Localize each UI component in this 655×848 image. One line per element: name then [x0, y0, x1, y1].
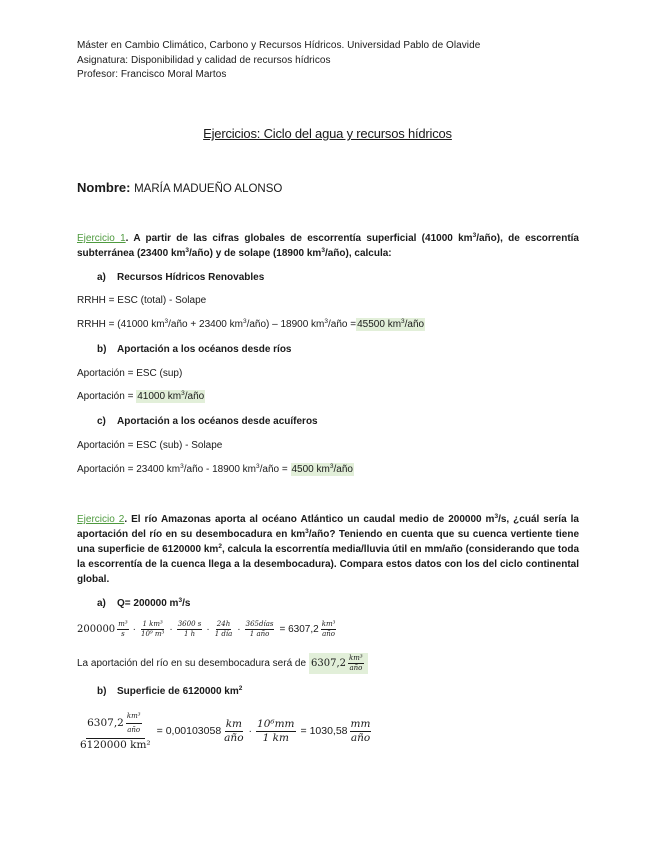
exercise-2-a-heading: a) Q= 200000 $m^3/s$ [97, 597, 191, 609]
exercise-1-statement: Ejercicio 1. A partir de las cifras globales de escorrentía superficial (41000 $km^3/año$), de escorrentía subterránea (23400 $km^3/año$) y de solape (18900 $km^3/año$), calcula: [77, 232, 579, 259]
name-value: MARÍA MADUEÑO ALONSO [134, 183, 283, 195]
fraction: $\frac{\text{km³}}{\text{año}}$ [321, 620, 336, 638]
exercise-2-b-calc: 6307,2 $\frac{\text{km³}}{\text{año}}$ 6120000 km² = 0,00103058 $\frac{km}{\text{año}}$ · $\frac{\text{10⁶mm}}{1 km}$ = 1030,58 $\frac{mm}{\text{año}}$ [80, 712, 371, 751]
exercise-1-b-formula: Aportación = ESC (sup) [77, 368, 183, 379]
fraction: 6307,2 $\frac{\text{km³}}{\text{año}}$ 6120000 km² [80, 712, 151, 751]
header-line-2: Asignatura: Disponibilidad y calidad de recursos hídricos [77, 55, 331, 66]
student-name [77, 180, 282, 195]
exercise-2-a-calc: 200000 $\frac{\text{m³}}{s}$ · $\frac{\text{1 km³}}{\text{10⁹ m³}}$ · $\frac{3600 s}{1 h}$ · $\frac{24h}{\text{1 día}}$ · $\frac{\text{365días}}{\text{1 año}}$ = 6307,2 $\frac{\text{km³}}{\text{año}}$ [77, 620, 336, 638]
name-label: Nombre: [77, 180, 131, 195]
exercise-1-a-result: 45500 $km^3$/año [357, 318, 425, 330]
exercise-2-b-heading: b) Superficie de 6120000 $km^2$ [97, 685, 243, 697]
fraction: $\frac{\text{m³}}{s}$ [118, 620, 128, 638]
exercise-1-b-result: 41000 $km^3$/año [137, 390, 205, 402]
fraction: $\frac{\text{10⁶mm}}{1 km}$ [257, 717, 295, 744]
fraction: $\frac{km}{\text{año}}$ [224, 717, 244, 744]
fraction: $\frac{mm}{\text{año}}$ [350, 717, 371, 744]
fraction: $\frac{24h}{\text{1 día}}$ [214, 620, 233, 638]
exercise-2-statement: Ejercicio 2. El río Amazonas aporta al océano Atlántico un caudal medio de 200000 $m^3/s$, ¿cuál sería la aportación del río en su desembocadura en $km^3$/año? Teniendo en cuenta que su cuenca vertiente tiene una superficie de 6120000 $km^2$, calcula la escorrentía media/lluvia útil en mm/año (considerando que toda la escorrentía de la cuenca llega a la desembocadura). Compara estos datos con los del ciclo continental global. [77, 513, 580, 585]
exercise-1-b-heading: b) Aportación a los océanos desde ríos [97, 344, 292, 355]
exercise-1-c-calc: Aportación = 23400 $km^3$/año - 18900 $km^3$/año = 4500 $km^3$/año [77, 463, 353, 475]
fraction: $\frac{\text{km³}}{\text{año}}$ [349, 654, 363, 672]
exercise-2-a-result: 6307,2 $\frac{\text{km³}}{\text{año}}$ [309, 653, 368, 674]
exercise-1-a-heading: a) Recursos Hídricos Renovables [97, 272, 265, 283]
exercise-1-a-formula: RRHH = ESC (total) - Solape [77, 295, 207, 306]
exercise-1-b-calc: Aportación = 41000 $km^3$/año [77, 390, 205, 402]
header-line-3: Profesor: Francisco Moral Martos [77, 69, 227, 80]
exercise-2-link[interactable]: Ejercicio 2 [77, 514, 125, 525]
exercise-1-c-heading: c) Aportación a los océanos desde acuíferos [97, 416, 318, 427]
exercise-1-a-calc: RRHH = (41000 $km^3$/año + 23400 $km^3/año) - 18900$ $km^3$/año =45500 $km^3$/año [77, 318, 425, 330]
exercise-1-c-result: 4500 $km^3$/año [291, 463, 353, 475]
fraction: $\frac{\text{365días}}{\text{1 año}}$ [245, 620, 274, 638]
header-line-1: Máster en Cambio Climático, Carbono y Recursos Hídricos. Universidad Pablo de Olavide [77, 40, 481, 51]
exercise-1-link[interactable]: Ejercicio 1 [77, 233, 126, 244]
fraction: $\frac{\text{1 km³}}{\text{10⁹ m³}}$ [140, 620, 165, 638]
exercise-1-c-formula: Aportación = ESC (sub) - Solape [77, 440, 223, 451]
exercise-2-a-conclusion: La aportación del río en su desembocadura será de 6307,2 $\frac{\text{km³}}{\text{año}}$ [77, 653, 368, 674]
fraction: $\frac{3600 s}{1 h}$ [177, 620, 202, 638]
page-title: Ejercicios: Ciclo del agua y recursos hídricos [203, 126, 452, 141]
